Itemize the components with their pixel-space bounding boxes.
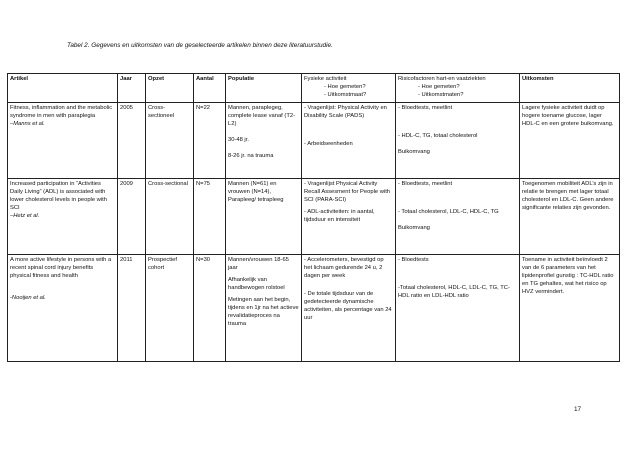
cell-risicofactoren: - Bloedtests, meetlint - HDL-C, TG, totaal cholesterol Buikomvang: [396, 103, 520, 179]
cell-artikel: [8, 255, 118, 362]
page-number: 17: [574, 406, 582, 413]
table-row: [8, 179, 620, 255]
header-populatie: Populatie: [226, 74, 302, 103]
cell-fysieke-activiteit: - Vragenlijst: Physical Activity en Disability Scale (PADS) - Arbeidseenheden: [302, 103, 396, 179]
table-caption: Tabel 2. Gegevens en uitkomsten van de geselecteerde artikelen binnen deze literatuurstudie.: [67, 42, 333, 49]
cell-opzet: Prospectief cohort: [146, 255, 194, 362]
cell-uitkomsten: Lagere fysieke activiteit duidt op hogere toename glucose, lager HDL-C en een grotere buikomvang.: [520, 103, 620, 179]
cell-jaar: 2005: [118, 103, 146, 179]
cell-jaar: 2009: [118, 179, 146, 255]
header-row: [8, 74, 620, 103]
cell-uitkomsten: Toename in activiteit beïnvloedt 2 van de 6 parameters van het lipidenprofiel gunstig : TC-HDL ratio en TG gehaltes, wat het risico op HVZ vermindert.: [520, 255, 620, 362]
cell-artikel: [8, 103, 118, 179]
cell-jaar: 2011: [118, 255, 146, 362]
article-author: –Manns et al.: [10, 120, 45, 127]
article-title: Increased participation in “Activities Daily Living” (ADL) is associated with lower cholesterol levels in people with SCI: [10, 181, 107, 211]
cell-fysieke-activiteit: - Vragenlijst Physical Activity Recall Assesment for People with SCI (PARA-SCI) - ADL-activiteiten: in aantal, tijdsduur en intensiteit: [302, 179, 396, 255]
article-title: A more active lifestyle in persons with a recent spinal cord injury benefits physical fitness and health: [10, 257, 112, 279]
cell-fysieke-activiteit: - Accelerometers, bevestigd op het lichaam gedurende 24 u, 2 dagen per week - De totale tijdsduur van de gedetecteerde dynamische activiteiten, als percentage van 24 uur: [302, 255, 396, 362]
cell-populatie: Mannen (N=61) en vrouwen (N=14), Parapleeg/ tetrapleeg: [226, 179, 302, 255]
header-fysieke-activiteit: Fysieke activiteit - Hoe gemeten? - Uitkomstmaat?: [302, 74, 396, 103]
cell-aantal: N=22: [194, 103, 226, 179]
header-uitkomsten: Uitkomsten: [520, 74, 620, 103]
cell-opzet: Cross-sectional: [146, 179, 194, 255]
cell-aantal: N=30: [194, 255, 226, 362]
header-artikel: Artikel: [8, 74, 118, 103]
header-jaar: Jaar: [118, 74, 146, 103]
header-opzet: Opzet: [146, 74, 194, 103]
cell-populatie: Mannen, paraplegeg, complete lease vanaf (T2-L2) 30-48 jr. 8-26 jr. na trauma: [226, 103, 302, 179]
literature-table: [7, 73, 620, 362]
table-row: [8, 103, 620, 179]
header-aantal: Aantal: [194, 74, 226, 103]
article-title: Fitness, inflammation and the metabolic syndrome in men with paraplegia: [10, 105, 113, 119]
cell-uitkomsten: Toegenomen mobiliteit ADL’s zijn in relatie te brengen met lager totaal cholesterol en LDL-C. Geen andere significante relaties zijn gevonden.: [520, 179, 620, 255]
header-risicofactoren: Risicofactoren hart-en vaatziekten - Hoe gemeten? - Uitkomstmaten?: [396, 74, 520, 103]
cell-artikel: [8, 179, 118, 255]
cell-aantal: N=75: [194, 179, 226, 255]
cell-risicofactoren: - Bloedtests -Totaal cholesterol, HDL-C, LDL-C, TG, TC-HDL ratio en LDL-HDL ratio: [396, 255, 520, 362]
cell-opzet: Cross-sectioneel: [146, 103, 194, 179]
article-author: -Nooijen et al.: [10, 294, 46, 301]
cell-populatie: Mannen/vrouwen 18-65 jaar Afhankelijk van handbewogen rolstoel Metingen aan het begin, tijdens en 1jr na het actieve revalidatieproces na trauma: [226, 255, 302, 362]
table-row: [8, 255, 620, 362]
article-author: –Hetz et al.: [10, 212, 40, 219]
cell-risicofactoren: - Bloedtests, meetlint - Totaal cholesterol, LDL-C, HDL-C, TG Buikomvang: [396, 179, 520, 255]
